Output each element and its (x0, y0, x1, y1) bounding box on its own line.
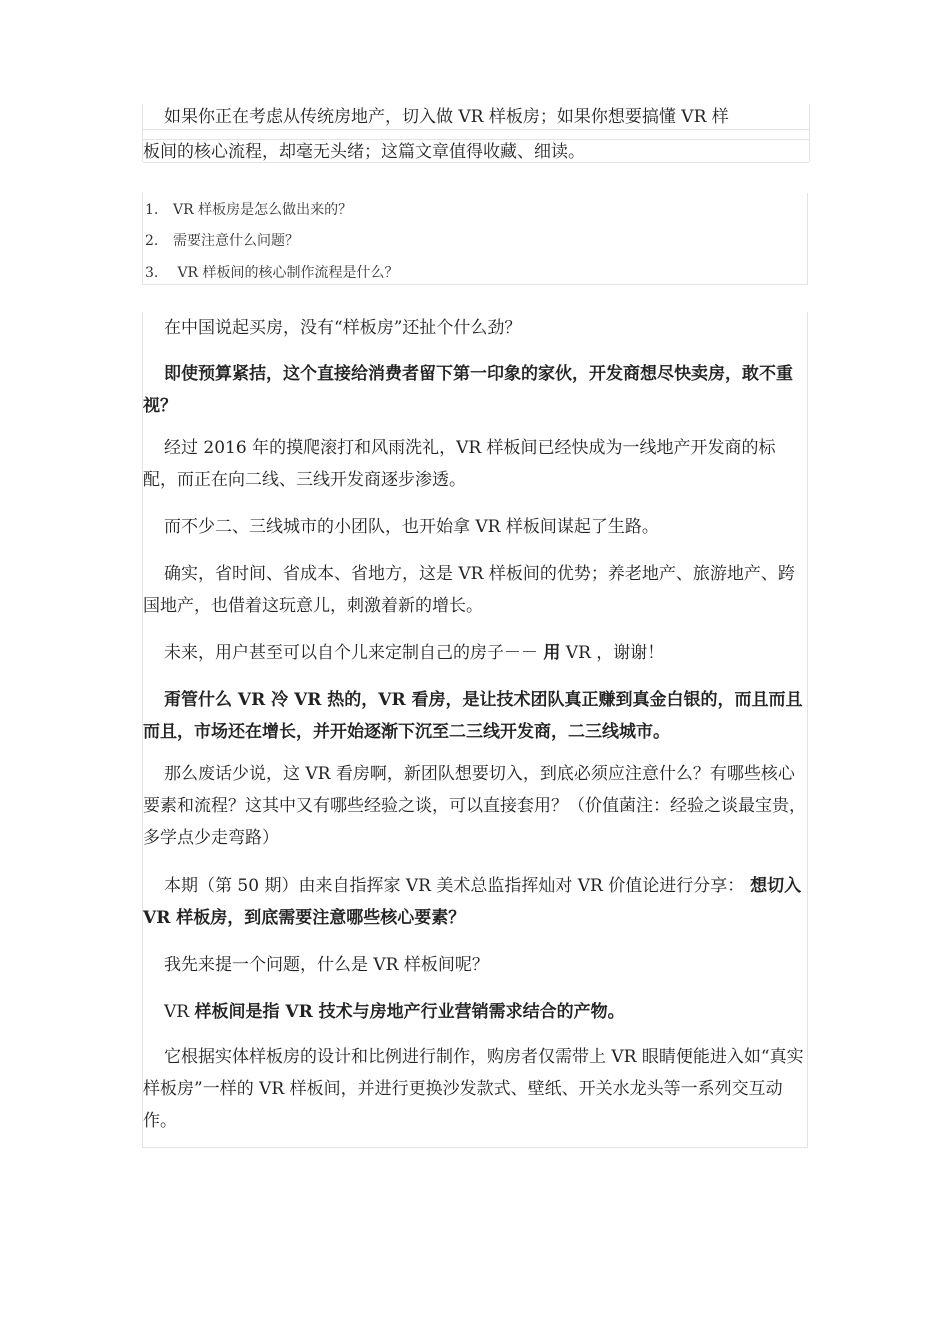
paragraph: 它根据实体样板房的设计和比例进行制作，购房者仅需带上 VR 眼睛便能进入如“真实样板房”一样的 VR 样板间，并进行更换沙发款式、壁纸、开关水龙头等一系列交互动作。 (143, 1047, 804, 1131)
list-text: 需要注意什么问题？ (173, 233, 299, 249)
paragraph (143, 870, 809, 934)
paragraph: 确实，省时间、省成本、省地方，这是 VR 样板间的优势；养老地产、旅游地产、跨国地产，也借着这玩意儿，刺激着新的增长。 (143, 564, 795, 616)
text-span-bold: 想切入 VR 样板房，到底需要注意哪些核心要素？ (143, 876, 802, 928)
text-span: VR (164, 1002, 195, 1022)
list-number: 1. (145, 202, 159, 218)
question-list (142, 193, 808, 285)
paragraph: 经过 2016 年的摸爬滚打和风雨洗礼，VR 样板间已经快成为一线地产开发商的标配，而正在向二线、三线开发商逐步渗透。 (143, 438, 776, 490)
list-item (145, 201, 352, 219)
list-text: VR 样板间的核心制作流程是什么？ (173, 265, 399, 281)
text-span-bold: 用 (543, 643, 561, 663)
paragraph: 那么废话少说，这 VR 看房啊，新团队想要切入，到底必须应注意什么？有哪些核心要素和流程？这其中又有哪些经验之谈，可以直接套用？（价值菌注：经验之谈最宝贵，多学点少走弯路） (143, 764, 806, 848)
intro-box (142, 104, 810, 162)
text-span: 本期（第 50 期）由来自指挥家 VR 美术总监指挥灿对 VR 价值论进行分享： (164, 876, 745, 896)
paragraph-bold: 即使预算紧拮，这个直接给消费者留下第一印象的家伙，开发商想尽快卖房，敢不重视？ (143, 364, 793, 416)
list-number: 3. (145, 265, 159, 281)
text-span: 未来，用户甚至可以自个儿来定制自己的房子－－ (164, 643, 544, 663)
paragraph-bold: 甭管什么 VR 冷 VR 热的，VR 看房，是让技术团队真正赚到真金白银的，而且而且而且，市场还在增长，并开始逐渐下沉至二三线开发商，二三线城市。 (143, 690, 803, 742)
text-span-bold: 样板间是指 VR 技术与房地产行业营销需求结合的产物。 (194, 1002, 625, 1022)
paragraph: 我先来提一个问题，什么是 VR 样板间呢？ (164, 955, 489, 975)
list-item (145, 264, 399, 282)
list-text: VR 样板房是怎么做出来的？ (173, 202, 353, 218)
paragraph: 而不少二、三线城市的小团队，也开始拿 VR 样板间谋起了生路。 (164, 517, 659, 537)
paragraph (143, 996, 809, 1028)
text-span: VR ，谢谢！ (560, 643, 665, 663)
list-item (145, 232, 299, 250)
intro-line-2: 板间的核心流程，却毫无头绪；这篇文章值得收藏、细读。 (143, 139, 809, 163)
article-body (142, 312, 808, 1148)
intro-line-1: 如果你正在考虑从传统房地产，切入做 VR 样板房；如果你想要搞懂 VR 样 (143, 105, 809, 130)
list-number: 2. (145, 233, 159, 249)
paragraph (143, 637, 809, 669)
paragraph: 在中国说起买房，没有“样板房”还扯个什么劲？ (164, 318, 522, 338)
